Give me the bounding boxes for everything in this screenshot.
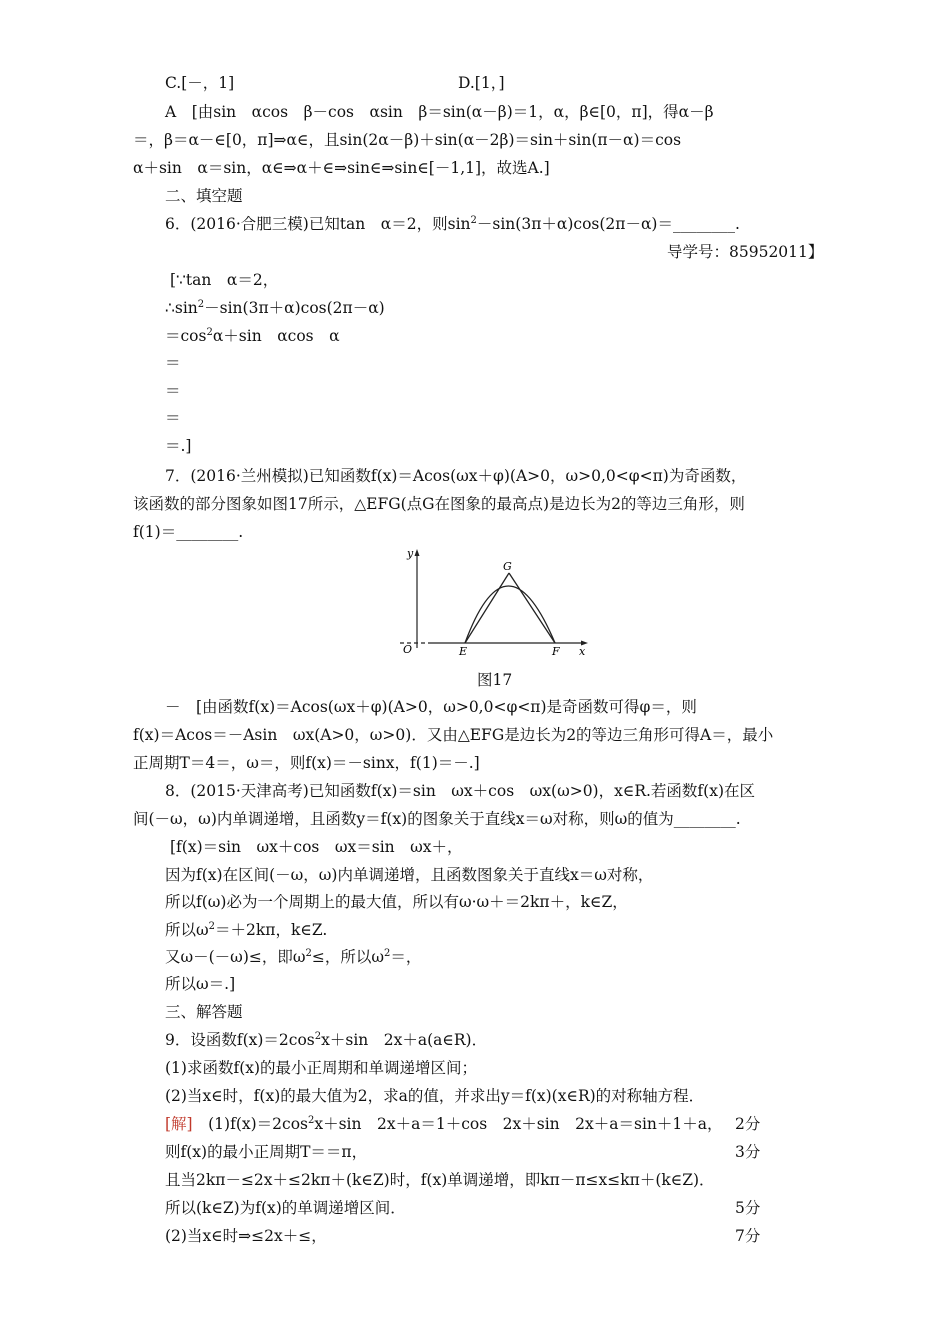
- q5-answer-line1: A [由sin αcos β－cos αsin β＝sin(α－β)＝1，α，β∈[0，π]，得α－β: [165, 103, 714, 121]
- q6-guide-number: 导学号：85952011】: [667, 243, 824, 261]
- q6-sol-6: ＝: [165, 409, 181, 427]
- q8-sol-5: 又ω－(－ω)≤，即$\omega^2\le$，所以$\omega^2=$，: [165, 948, 422, 966]
- q6-stem: 6．(2016·合肥三模)已知tan α＝2，则$\sin^2-\sin(3\pi+\alpha)\cos(2\pi-\alpha)=\_\_\_\_\_\_\_\_$.: [165, 215, 740, 233]
- q9-part1: (1)求函数f(x)的最小正周期和单调递增区间；: [165, 1059, 478, 1077]
- q6-sol-3: $=\cos^2\alpha+\sin$ αcos α: [165, 327, 340, 345]
- q9-sol-4: 所以(k∈Z)为f(x)的单调递增区间．: [165, 1199, 406, 1217]
- q7-sol-1: － [由函数f(x)＝Acos(ωx＋φ)(A>0，ω>0,0<φ<π)是奇函数可得φ＝，则: [165, 698, 697, 716]
- q8-sol-1: [f(x)＝sin ωx＋cos ωx＝sin ωx＋，: [170, 838, 463, 856]
- q9-sol-2: 则f(x)的最小正周期T＝＝π，: [165, 1143, 368, 1161]
- curve: [465, 586, 555, 643]
- q7-stem-2: 该函数的部分图象如图17所示，△EFG(点G在图象的最高点)是边长为2的等边三角形，则: [133, 495, 745, 513]
- q8-sol-6: 所以ω＝.]: [165, 975, 236, 993]
- side-eg: [465, 573, 509, 643]
- score-2: 2分: [735, 1115, 761, 1133]
- q6-sol-1: [∵tan α＝2，: [170, 271, 279, 289]
- q5-answer-line3: α＋sin α＝sin，α∈⇒α＋∈⇒sin∈⇒sin∈[－1,1]，故选A.]: [133, 159, 550, 177]
- q8-sol-4: 所以$\omega^2=+2k\pi$，k∈Z.: [165, 921, 328, 939]
- q8-sol-3: 所以f(ω)必为一个周期上的最大值，所以有ω·ω＋＝2kπ＋，k∈Z，: [165, 893, 628, 911]
- solution-tag: [解]: [165, 1115, 193, 1133]
- option-c: C.[－，1]: [165, 74, 235, 92]
- q7-stem-3: f(1)＝________.: [133, 523, 244, 541]
- q7-stem-1: 7．(2016·兰州模拟)已知函数f(x)＝Acos(ωx＋φ)(A>0，ω>0,0<φ<π)为奇函数，: [165, 467, 747, 485]
- q5-answer-line2: ＝，β＝α－∈[0，π]⇒α∈，且sin(2α－β)＋sin(α－2β)＝sin＋sin(π－α)＝cos: [133, 131, 682, 149]
- figure-caption: 图17: [477, 671, 513, 689]
- q9-stem: 9．设函数$f(x)=2\cos^2x+\sin$ 2x＋a(a∈R)．: [165, 1031, 488, 1049]
- q8-stem-1: 8．(2015·天津高考)已知函数f(x)＝sin ωx＋cos ωx(ω>0)，x∈R.若函数f(x)在区: [165, 782, 755, 800]
- label-x: x: [579, 645, 586, 658]
- q7-sol-2: f(x)＝Acos＝－Asin ωx(A>0，ω>0)．又由△EFG是边长为2的等边三角形可得A＝，最小: [133, 726, 774, 744]
- score-3: 3分: [735, 1143, 761, 1161]
- q9-sol-5: (2)当x∈时⇒≤2x＋≤，: [165, 1227, 327, 1245]
- side-gf: [509, 573, 555, 643]
- score-7: 7分: [735, 1227, 761, 1245]
- q8-sol-2: 因为f(x)在区间(－ω，ω)内单调递增，且函数图象关于直线x＝ω对称，: [165, 866, 654, 884]
- q7-sol-3: 正周期T＝4＝，ω＝，则f(x)＝－sinx，f(1)＝－.]: [133, 754, 480, 772]
- q9-sol-1: [解] $(1)f(x)=2\cos^2x+\sin$ 2x＋a＝1＋cos 2x＋sin 2x＋a＝sin＋1＋a，: [165, 1115, 723, 1133]
- figure-17: [395, 545, 595, 660]
- section-fill-in: 二、填空题: [165, 187, 243, 205]
- score-5: 5分: [735, 1199, 761, 1217]
- y-axis-arrow: [415, 549, 420, 556]
- q8-stem-2: 间(－ω，ω)内单调递增，且函数y＝f(x)的图象关于直线x＝ω对称，则ω的值为________.: [133, 810, 741, 828]
- q6-sol-4: ＝: [165, 354, 181, 372]
- label-g: G: [503, 560, 512, 573]
- q6-sol-7: ＝.]: [165, 437, 192, 455]
- label-y: y: [407, 547, 414, 560]
- label-f: F: [552, 645, 560, 658]
- label-o: O: [403, 643, 413, 656]
- q9-part2: (2)当x∈时，f(x)的最大值为2，求a的值，并求出y＝f(x)(x∈R)的对称轴方程．: [165, 1087, 705, 1105]
- section-solutions: 三、解答题: [165, 1003, 243, 1021]
- q9-sol-3: 且当2kπ－≤2x＋≤2kπ＋(k∈Z)时，f(x)单调递增，即kπ－π≤x≤kπ＋(k∈Z)．: [165, 1171, 715, 1189]
- option-d: D.[1，]: [458, 74, 505, 92]
- label-e: E: [459, 645, 468, 658]
- q6-sol-2: $\therefore\sin^2-\sin(3\pi+\alpha)\cos(2\pi-\alpha)$: [165, 299, 385, 317]
- q6-sol-5: ＝: [165, 382, 181, 400]
